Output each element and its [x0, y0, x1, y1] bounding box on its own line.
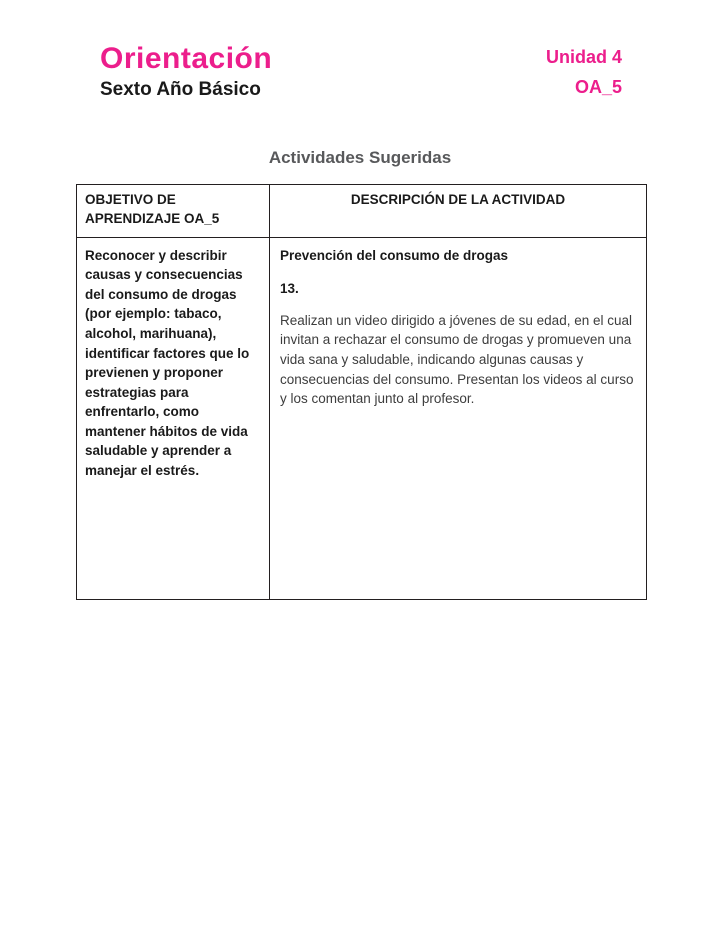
oa-label: OA_5 — [574, 76, 622, 97]
activity-heading: Prevención del consumo de drogas — [280, 247, 509, 263]
activities-table — [76, 184, 647, 600]
unit-label: Unidad 4 — [545, 47, 622, 67]
grade-subtitle: Sexto Año Básico — [100, 79, 261, 100]
section-title: Actividades Sugeridas — [268, 148, 452, 167]
table-header-row — [77, 185, 647, 238]
description-cell — [270, 237, 647, 599]
description-column-header: DESCRIPCIÓN DE LA ACTIVIDAD — [270, 185, 647, 238]
document-header — [100, 42, 622, 101]
subject-title: Orientación — [100, 42, 273, 75]
table-body-row — [77, 237, 647, 599]
objective-column-header: OBJETIVO DE APRENDIZAJE OA_5 — [77, 185, 270, 238]
subject-block — [100, 42, 272, 101]
activity-number: 13. — [280, 281, 299, 297]
unit-block — [546, 42, 622, 98]
activity-description: Realizan un video dirigido a jóvenes de su edad, en el cual invitan a rechazar el consumo de drogas y promueven una vida sana y saludable, indicando algunas causas y consecuencias del consumo. Presentan los videos al curso y los comentan junto al profesor. — [280, 312, 634, 407]
objective-cell: Reconocer y describir causas y consecuencias del consumo de drogas (por ejemplo: tabaco, alcohol, marihuana), identificar factores que lo previenen y proponer estrategias para enfrentarlo, como mantener hábitos de vida saludable y aprender a manejar el estrés. — [77, 237, 270, 599]
